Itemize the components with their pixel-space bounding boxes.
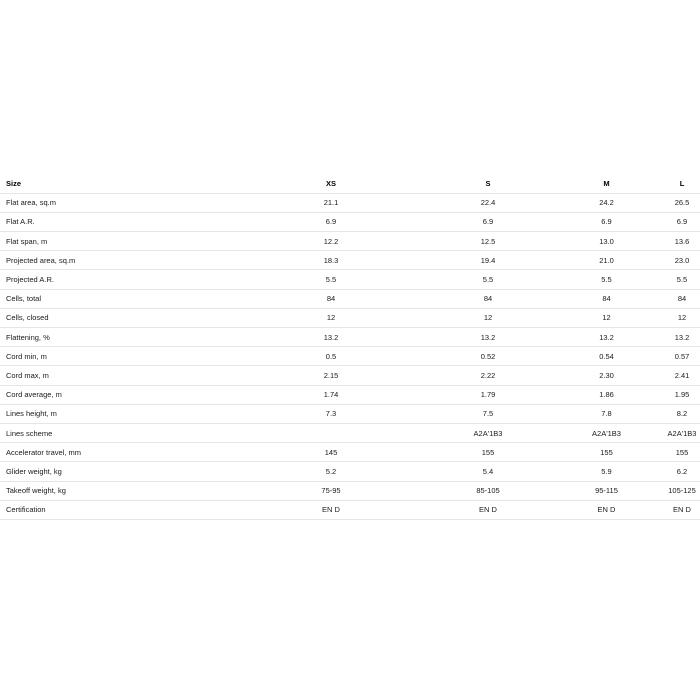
cell-l	[666, 328, 700, 347]
row-label: Projected A.R.	[0, 270, 232, 289]
value-l: 0.57	[674, 351, 690, 361]
cell-s	[429, 347, 547, 366]
value-l: 1.95	[674, 390, 690, 400]
cell-l	[666, 251, 700, 270]
value-s: 22.4	[480, 198, 496, 208]
value-l: 5.5	[676, 275, 688, 285]
cell-s	[429, 232, 547, 251]
cell-m	[547, 481, 666, 500]
table-row	[0, 251, 700, 270]
cell-xs	[232, 232, 429, 251]
cell-m	[547, 212, 666, 231]
cell-m	[547, 308, 666, 327]
row-label: Projected area, sq.m	[0, 251, 232, 270]
value-xs: 21.1	[323, 198, 339, 208]
cell-m	[547, 385, 666, 404]
cell-l	[666, 481, 700, 500]
table-row	[0, 481, 700, 500]
value-xs: 12.2	[323, 236, 339, 246]
cell-l	[666, 500, 700, 519]
cell-l	[666, 347, 700, 366]
value-xs: 84	[326, 294, 336, 304]
cell-xs	[232, 385, 429, 404]
cell-l	[666, 443, 700, 462]
value-xs: 7.3	[325, 409, 337, 419]
cell-l	[666, 366, 700, 385]
table-row	[0, 462, 700, 481]
value-m: 6.9	[601, 217, 612, 227]
value-s: 5.4	[482, 466, 494, 476]
value-m: A2A'1B3	[592, 428, 621, 438]
cell-s	[429, 500, 547, 519]
table-row	[0, 212, 700, 231]
row-label: Takeoff weight, kg	[0, 481, 232, 500]
cell-m	[547, 404, 666, 423]
cell-s	[429, 404, 547, 423]
cell-xs	[232, 443, 429, 462]
row-label: Certification	[0, 500, 232, 519]
value-l: 105-125	[668, 486, 696, 496]
value-m: 84	[602, 294, 611, 304]
value-l: 26.5	[674, 198, 690, 208]
value-l: 6.9	[676, 217, 688, 227]
row-label: Glider weight, kg	[0, 462, 232, 481]
cell-xs	[232, 251, 429, 270]
value-m: 13.2	[599, 332, 614, 342]
header-size: Size	[0, 174, 232, 193]
cell-l	[666, 308, 700, 327]
cell-l	[666, 385, 700, 404]
value-l: 12	[677, 313, 687, 323]
value-l: A2A'1B3	[667, 428, 697, 438]
row-label: Cells, closed	[0, 308, 232, 327]
value-s: 0.52	[480, 351, 496, 361]
value-l: 13.2	[674, 332, 690, 342]
value-s: 6.9	[482, 217, 494, 227]
value-m: 1.86	[599, 390, 614, 400]
value-xs: EN D	[322, 505, 340, 515]
value-m: 13.0	[599, 236, 614, 246]
cell-s	[429, 328, 547, 347]
cell-s	[429, 193, 547, 212]
table-row	[0, 366, 700, 385]
value-m: 12	[602, 313, 611, 323]
cell-l	[666, 289, 700, 308]
value-l: EN D	[673, 505, 691, 515]
header-s	[429, 174, 547, 193]
value-s: 12	[483, 313, 493, 323]
cell-s	[429, 308, 547, 327]
cell-xs	[232, 193, 429, 212]
cell-m	[547, 462, 666, 481]
row-label: Cord average, m	[0, 385, 232, 404]
cell-xs	[232, 270, 429, 289]
value-xs: 2.15	[323, 370, 339, 380]
cell-l	[666, 462, 700, 481]
cell-xs	[232, 404, 429, 423]
cell-xs	[232, 328, 429, 347]
value-m: 155	[600, 447, 613, 457]
cell-m	[547, 289, 666, 308]
row-label: Cord min, m	[0, 347, 232, 366]
cell-xs	[232, 481, 429, 500]
value-m: EN D	[597, 505, 616, 515]
value-s: 19.4	[480, 255, 496, 265]
table-row	[0, 308, 700, 327]
row-label: Cells, total	[0, 289, 232, 308]
value-s: 7.5	[482, 409, 494, 419]
table-row	[0, 423, 700, 442]
cell-l	[666, 232, 700, 251]
value-s: EN D	[479, 505, 497, 515]
cell-xs	[232, 347, 429, 366]
cell-s	[429, 212, 547, 231]
value-xs: 12	[326, 313, 336, 323]
table-row	[0, 232, 700, 251]
value-xs: 0.5	[325, 351, 337, 361]
spec-table	[0, 174, 700, 520]
cell-s	[429, 289, 547, 308]
value-m: 7.8	[601, 409, 612, 419]
table-header-row	[0, 174, 700, 193]
cell-xs	[232, 308, 429, 327]
cell-xs	[232, 423, 429, 442]
value-xs: 145	[324, 447, 338, 457]
cell-m	[547, 366, 666, 385]
cell-xs	[232, 212, 429, 231]
cell-xs	[232, 462, 429, 481]
cell-m	[547, 347, 666, 366]
value-xs: 18.3	[323, 255, 339, 265]
table-row	[0, 443, 700, 462]
header-l-label: L	[679, 178, 685, 188]
cell-xs	[232, 366, 429, 385]
cell-l	[666, 212, 700, 231]
value-s: 155	[481, 447, 495, 457]
cell-xs	[232, 500, 429, 519]
cell-l	[666, 193, 700, 212]
cell-m	[547, 251, 666, 270]
table-row	[0, 500, 700, 519]
value-l: 8.2	[676, 409, 688, 419]
table-body	[0, 193, 700, 519]
value-l: 84	[677, 294, 687, 304]
cell-s	[429, 251, 547, 270]
value-s: 1.79	[480, 390, 496, 400]
value-s: A2A'1B3	[473, 428, 503, 438]
row-label: Flat area, sq.m	[0, 193, 232, 212]
cell-l	[666, 423, 700, 442]
value-m: 2.30	[599, 370, 614, 380]
value-xs: 5.2	[325, 466, 337, 476]
value-m: 5.9	[601, 466, 612, 476]
row-label: Cord max, m	[0, 366, 232, 385]
value-s: 85-105	[476, 486, 500, 496]
value-s: 12.5	[480, 236, 496, 246]
value-s: 84	[483, 294, 493, 304]
row-label: Accelerator travel, mm	[0, 443, 232, 462]
cell-s	[429, 443, 547, 462]
value-s: 5.5	[482, 275, 494, 285]
cell-m	[547, 500, 666, 519]
value-l: 2.41	[674, 370, 690, 380]
value-xs: 6.9	[325, 217, 337, 227]
cell-s	[429, 270, 547, 289]
row-label: Flat span, m	[0, 232, 232, 251]
value-l: 6.2	[676, 466, 688, 476]
cell-l	[666, 404, 700, 423]
header-m-label: M	[603, 178, 610, 188]
cell-m	[547, 193, 666, 212]
table-row	[0, 328, 700, 347]
header-l	[666, 174, 700, 193]
cell-m	[547, 270, 666, 289]
table-row	[0, 385, 700, 404]
cell-m	[547, 443, 666, 462]
header-s-label: S	[485, 178, 491, 188]
header-xs-label: XS	[325, 178, 336, 188]
value-s: 2.22	[480, 370, 496, 380]
value-m: 21.0	[599, 255, 614, 265]
cell-s	[429, 385, 547, 404]
cell-s	[429, 462, 547, 481]
row-label: Lines height, m	[0, 404, 232, 423]
header-xs	[232, 174, 429, 193]
value-m: 0.54	[599, 351, 614, 361]
value-xs: 1.74	[323, 390, 339, 400]
cell-s	[429, 366, 547, 385]
table-row	[0, 404, 700, 423]
value-l: 23.0	[674, 255, 690, 265]
value-s: 13.2	[480, 332, 496, 342]
cell-l	[666, 270, 700, 289]
row-label: Flat A.R.	[0, 212, 232, 231]
cell-m	[547, 423, 666, 442]
cell-s	[429, 481, 547, 500]
value-xs: 13.2	[323, 332, 339, 342]
value-m: 95-115	[595, 486, 618, 496]
value-l: 155	[675, 447, 689, 457]
table-row	[0, 347, 700, 366]
table-row	[0, 193, 700, 212]
value-m: 5.5	[601, 275, 612, 285]
value-l: 13.6	[674, 236, 690, 246]
value-xs: 75-95	[321, 486, 341, 496]
cell-xs	[232, 289, 429, 308]
cell-m	[547, 232, 666, 251]
cell-m	[547, 328, 666, 347]
cell-s	[429, 423, 547, 442]
table-row	[0, 289, 700, 308]
value-xs: 5.5	[325, 275, 337, 285]
value-m: 24.2	[599, 198, 614, 208]
row-label: Flattening, %	[0, 328, 232, 347]
row-label: Lines scheme	[0, 423, 232, 442]
spec-table-container	[0, 174, 700, 520]
header-m	[547, 174, 666, 193]
table-row	[0, 270, 700, 289]
